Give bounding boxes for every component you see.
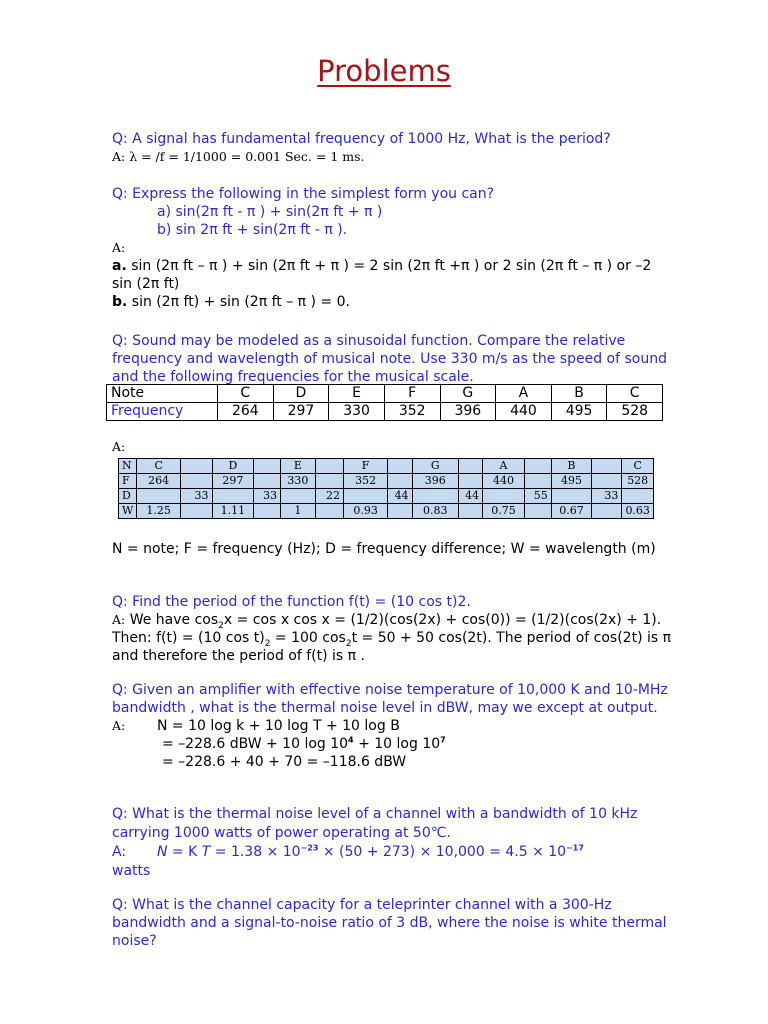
table-cell: B (551, 385, 607, 403)
table-cell: 0.67 (551, 504, 591, 519)
answer-2b (112, 293, 672, 311)
answer-6-part: × (50 + 273) × 10,000 = 4.5 × 10 (318, 844, 567, 860)
table-cell: W (119, 504, 137, 519)
table-cell: G (440, 385, 496, 403)
table-cell (254, 504, 281, 519)
table-row (119, 504, 654, 519)
answer-4-label: A: (112, 612, 126, 627)
answer-4-part: x = cos x cos x = (1/2)(cos(2x) + cos(0)) = (1/2)(cos(2x) + 1). Then: f(t) = (10 cos t) (112, 612, 662, 646)
table-row (119, 489, 654, 504)
table-cell (180, 504, 212, 519)
table-cell: F (119, 474, 137, 489)
question-2 (112, 185, 672, 311)
answer-4-part: = 100 cos (270, 630, 346, 646)
table-cell: D (273, 385, 329, 403)
question-3-text: Q: Sound may be modeled as a sinusoidal function. Compare the relative frequency and wavelength of musical note. Use 330 m/s as the speed of sound and the following frequencies for the musical scale. (112, 333, 667, 385)
answer-5-line-3: = –228.6 + 40 + 70 = –118.6 dBW (162, 754, 407, 770)
table-cell: 264 (218, 403, 274, 421)
question-2-text: Q: Express the following in the simplest form you can? (112, 186, 495, 202)
answer-5-sup: 4 (348, 735, 354, 745)
table-cell (315, 459, 343, 474)
answer-5-label: A: (112, 718, 126, 733)
table-cell: F (343, 459, 387, 474)
table-cell: C (622, 459, 654, 474)
table-cell: A (483, 459, 525, 474)
table-cell: 495 (551, 474, 591, 489)
table-cell (254, 459, 281, 474)
table-cell (592, 474, 622, 489)
table-cell (592, 504, 622, 519)
table-row (119, 459, 654, 474)
table-cell: 0.93 (343, 504, 387, 519)
table-cell: 297 (212, 474, 254, 489)
page-title: Problems (317, 54, 451, 88)
table-row (119, 474, 654, 489)
table-cell: 1.11 (212, 504, 254, 519)
table-cell: 33 (180, 489, 212, 504)
table-cell: C (607, 385, 663, 403)
table-cell: 528 (622, 474, 654, 489)
answer-6-label: A: (112, 844, 127, 860)
table-cell: 528 (607, 403, 663, 421)
table-cell: G (412, 459, 458, 474)
question-5-text: Q: Given an amplifier with effective noise temperature of 10,000 K and 10-MHz bandwidth , what is the thermal noise level in dBW, may we except at output. (112, 682, 668, 716)
table-cell (388, 504, 412, 519)
question-1-text: Q: A signal has fundamental frequency of 1000 Hz, What is the period? (112, 131, 611, 147)
table-cell: C (137, 459, 181, 474)
answer-5-line-1 (112, 717, 672, 735)
table-cell: 33 (592, 489, 622, 504)
frequency-table (106, 384, 663, 421)
table-cell: E (281, 459, 316, 474)
answer-2a (112, 257, 672, 293)
question-6-text: Q: What is the thermal noise level of a channel with a bandwidth of 10 kHz carrying 1000 watts of power operating at 50℃. (112, 806, 638, 841)
table-cell: 44 (458, 489, 482, 504)
answer-6-sup: −17 (566, 843, 584, 853)
table-cell (254, 474, 281, 489)
answer-2a-label: a. (112, 258, 127, 274)
answer-5-text: = –228.6 dBW + 10 log 10 (162, 736, 349, 752)
answer-6-text: A: N = K $T = 1.38 \times 10^{-23} \times (50 + 273) \times 10,000 = 4.5 \times 10^{-17}$ (112, 843, 584, 860)
answer-4-part: We have cos (125, 612, 219, 628)
table-cell (622, 489, 654, 504)
table-cell: 55 (524, 489, 551, 504)
table-cell: 0.63 (622, 504, 654, 519)
question-4-text: Q: Find the period of the function f(t) = (10 cos t)2. (112, 594, 471, 610)
table-cell: 495 (551, 403, 607, 421)
table-cell (551, 489, 591, 504)
table-cell (281, 489, 316, 504)
table-cell (592, 459, 622, 474)
table-cell: 44 (388, 489, 412, 504)
table-cell: 0.75 (483, 504, 525, 519)
table-row (107, 385, 663, 403)
table-cell: 0.83 (412, 504, 458, 519)
question-7-text: Q: What is the channel capacity for a teleprinter channel with a 300-Hz bandwidth and a signal-to-noise ratio of 3 dB, where the noise is white thermal noise? (112, 897, 667, 949)
answer-5-text: + 10 log 10 (353, 736, 441, 752)
table-cell: 440 (483, 474, 525, 489)
answer-3-legend: N = note; F = frequency (Hz); D = frequency difference; W = wavelength (m) (112, 541, 656, 557)
answer-4-sub: 2 (345, 638, 352, 649)
answer-5-line-2 (112, 735, 672, 753)
table-cell: 1 (281, 504, 316, 519)
table-cell (483, 489, 525, 504)
table-cell (180, 474, 212, 489)
table-cell (137, 489, 181, 504)
answer-4-part: t = 50 + 50 cos(2t). The period of cos(2t) is π and therefore the period of f(t) is π . (112, 630, 672, 664)
table-cell (458, 504, 482, 519)
table-cell: 396 (440, 403, 496, 421)
question-6 (112, 805, 672, 881)
table-cell (458, 459, 482, 474)
table-cell (524, 474, 551, 489)
question-1 (112, 130, 672, 166)
answer-6-unit: watts (112, 863, 151, 879)
table-cell: 22 (315, 489, 343, 504)
table-cell (315, 504, 343, 519)
answer-1-text: A: λ = /f = 1/1000 = 0.001 Sec. = 1 ms. (112, 149, 365, 164)
answer-2-label: A: (112, 240, 126, 255)
table-cell: 297 (273, 403, 329, 421)
table-cell: 352 (343, 474, 387, 489)
table-cell: 330 (329, 403, 385, 421)
answer-4-sub: 2 (264, 638, 271, 649)
table-cell: 264 (137, 474, 181, 489)
table-cell: E (329, 385, 385, 403)
table-cell (412, 489, 458, 504)
answer-2b-label: b. (112, 294, 128, 310)
table-cell: Frequency (107, 403, 218, 421)
answer-3-label: A: (112, 439, 126, 454)
question-4 (112, 593, 672, 665)
answer-4-sub: 2 (218, 620, 224, 631)
answer-2b-text: sin (2π ft) + sin (2π ft – π ) = 0. (127, 294, 350, 310)
table-cell (212, 489, 254, 504)
answer-5-sup: 7 (440, 735, 446, 745)
table-cell: A (496, 385, 552, 403)
table-cell: 440 (496, 403, 552, 421)
table-cell: F (384, 385, 440, 403)
answer-6-sup: −23 (300, 843, 319, 853)
table-cell: D (119, 489, 137, 504)
table-cell: Note (107, 385, 218, 403)
answer-5-text: N = 10 log k + 10 log T + 10 log B (157, 718, 400, 734)
table-cell: C (218, 385, 274, 403)
table-cell (315, 474, 343, 489)
table-cell: 330 (281, 474, 316, 489)
table-cell: 396 (412, 474, 458, 489)
table-row (107, 403, 663, 421)
question-2-part-b: b) sin 2π ft + sin(2π ft - π ). (157, 222, 348, 238)
table-cell (343, 489, 387, 504)
table-cell: 33 (254, 489, 281, 504)
table-cell: B (551, 459, 591, 474)
table-cell: 1.25 (137, 504, 181, 519)
answer-table (118, 458, 654, 519)
answer-4-text (112, 611, 672, 665)
table-cell (388, 474, 412, 489)
table-cell (180, 459, 212, 474)
table-cell (458, 474, 482, 489)
question-7 (112, 896, 672, 950)
answer-2a-text: sin (2π ft – π ) + sin (2π ft + π ) = 2 sin (2π ft +π ) or 2 sin (2π ft – π ) or –2 sin (2π ft) (112, 258, 652, 292)
question-3 (112, 332, 672, 386)
table-cell (388, 459, 412, 474)
question-2-part-a: a) sin(2π ft - π ) + sin(2π ft + π ) (157, 204, 383, 220)
table-cell: N (119, 459, 137, 474)
table-cell (524, 459, 551, 474)
table-cell: 352 (384, 403, 440, 421)
question-5 (112, 681, 672, 771)
table-cell (524, 504, 551, 519)
table-cell: D (212, 459, 254, 474)
